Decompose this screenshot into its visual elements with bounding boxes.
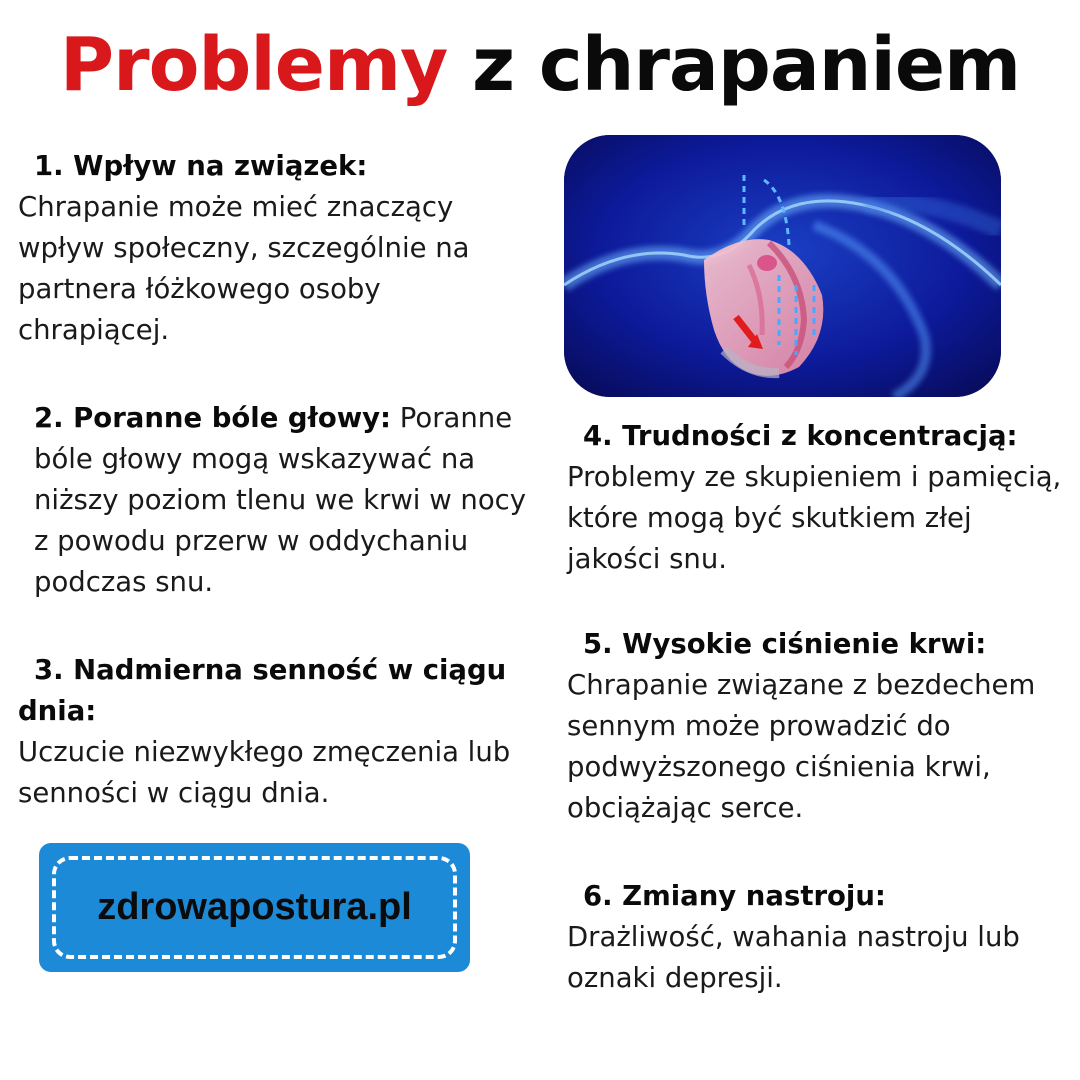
website-link[interactable]: zdrowapostura.pl — [97, 886, 412, 928]
section-body: Drażliwość, wahania nastroju lub oznaki depresji. — [567, 921, 1020, 994]
title-highlight: Problemy — [59, 22, 448, 108]
dashed-border — [52, 856, 457, 959]
section-body: Chrapanie może mieć znaczący wpływ społeczny, szczególnie na partnera łóżkowego osoby chrapiącej. — [18, 191, 470, 346]
section-heading: 1. Wpływ na związek: — [34, 150, 368, 182]
section-concentration — [567, 416, 1067, 580]
section-morning-headaches — [18, 398, 543, 603]
page-title — [0, 22, 1080, 108]
section-heading: 2. Poranne bóle głowy: — [34, 402, 392, 434]
section-mood-changes — [567, 876, 1077, 999]
title-rest: z chrapaniem — [447, 22, 1021, 108]
section-heading: 4. Trudności z koncentracją: — [583, 420, 1018, 452]
website-badge[interactable] — [39, 843, 470, 972]
airway-diagram-graphic — [564, 135, 1001, 397]
section-daytime-sleepiness — [18, 650, 538, 814]
section-heading: 5. Wysokie ciśnienie krwi: — [583, 628, 987, 660]
section-body: Problemy ze skupieniem i pamięcią, które mogą być skutkiem złej jakości snu. — [567, 461, 1062, 575]
section-body: Poranne bóle głowy mogą wskazywać na niższy poziom tlenu we krwi w nocy z powodu przerw w oddychaniu podczas snu. — [34, 402, 527, 598]
section-heading: 3. Nadmierna senność w ciągu dnia: — [18, 654, 507, 727]
section-relationship — [18, 146, 538, 351]
section-body: Chrapanie związane z bezdechem sennym może prowadzić do podwyższonego ciśnienia krwi, obciążając serce. — [567, 669, 1036, 824]
section-body: Uczucie niezwykłego zmęczenia lub senności w ciągu dnia. — [18, 736, 511, 809]
section-heading: 6. Zmiany nastroju: — [583, 880, 886, 912]
section-blood-pressure — [567, 624, 1067, 829]
snoring-airway-illustration — [564, 135, 1001, 397]
